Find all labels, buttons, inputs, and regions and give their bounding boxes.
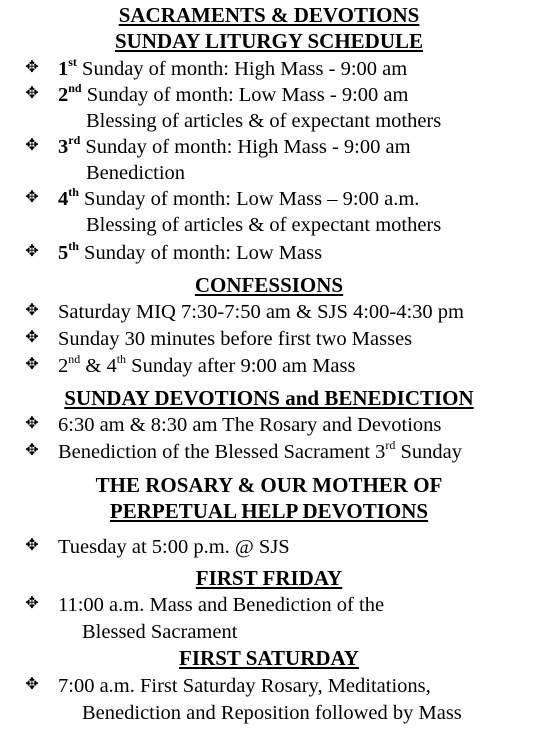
cross-bullet-icon: ✥ (25, 59, 39, 76)
heading-rosary-line-2: PERPETUAL HELP DEVOTIONS (109, 499, 429, 523)
heading-sunday-devotions: SUNDAY DEVOTIONS and BENEDICTION (64, 386, 474, 410)
ordinal: 4 (58, 188, 69, 210)
cross-bullet-icon: ✥ (25, 442, 39, 459)
devotions-text: 6:30 am & 8:30 am The Rosary and Devotions (58, 414, 442, 436)
first-saturday-continuation: Benediction and Reposition followed by Mass (82, 702, 462, 724)
confessions-text: Saturday MIQ 7:30-7:50 am & SJS 4:00-4:30 pm (58, 301, 465, 323)
heading-sacraments: SACRAMENTS & DEVOTIONS (118, 3, 420, 27)
ordinal-suffix: rd (68, 133, 81, 148)
first-friday-continuation: Blessed Sacrament (82, 621, 238, 643)
ordinal: 5 (58, 242, 69, 264)
ordinal: 3 (58, 136, 69, 158)
liturgy-text: Sunday of month: High Mass - 9:00 am (80, 136, 411, 158)
liturgy-continuation: Benediction (86, 162, 186, 184)
ordinal-suffix: th (116, 352, 127, 367)
cross-bullet-icon: ✥ (25, 595, 39, 612)
cross-bullet-icon: ✥ (25, 356, 39, 373)
ordinal-suffix: rd (385, 438, 396, 453)
liturgy-text: Sunday of month: Low Mass (78, 242, 323, 264)
rosary-text: Tuesday at 5:00 p.m. @ SJS (58, 536, 290, 558)
ordinal-suffix: nd (68, 352, 81, 367)
ordinal: 1 (58, 58, 69, 80)
liturgy-text: Sunday of month: Low Mass - 9:00 am (81, 84, 409, 106)
devotions-text: Benediction of the Blessed Sacrament 3 (58, 441, 386, 463)
ordinal-suffix: st (68, 55, 77, 70)
cross-bullet-icon: ✥ (25, 85, 39, 102)
heading-first-friday: FIRST FRIDAY (195, 566, 343, 590)
cross-bullet-icon: ✥ (25, 415, 39, 432)
confessions-text: Sunday 30 minutes before first two Masses (58, 328, 413, 350)
heading-confessions: CONFESSIONS (194, 273, 344, 297)
cross-bullet-icon: ✥ (25, 676, 39, 693)
heading-sunday-liturgy: SUNDAY LITURGY SCHEDULE (114, 29, 424, 53)
ordinal-suffix: nd (68, 81, 82, 96)
cross-bullet-icon: ✥ (25, 537, 39, 554)
ordinal-suffix: th (68, 239, 79, 254)
cross-bullet-icon: ✥ (25, 243, 39, 260)
liturgy-continuation: Blessing of articles & of expectant mothers (86, 214, 442, 236)
liturgy-text: Sunday of month: Low Mass – 9:00 a.m. (78, 188, 420, 210)
confessions-text: & 4 (80, 355, 117, 377)
ordinal: 2 (58, 84, 69, 106)
cross-bullet-icon: ✥ (25, 137, 39, 154)
liturgy-continuation: Blessing of articles & of expectant mothers (86, 110, 442, 132)
first-saturday-text: 7:00 a.m. First Saturday Rosary, Meditations, (58, 675, 431, 697)
ordinal: 2 (58, 355, 69, 377)
heading-first-saturday: FIRST SATURDAY (179, 646, 359, 670)
ordinal-suffix: th (68, 185, 79, 200)
heading-rosary-line-1: THE ROSARY & OUR MOTHER OF (95, 473, 443, 497)
confessions-text: Sunday after 9:00 am Mass (126, 355, 356, 377)
cross-bullet-icon: ✥ (25, 329, 39, 346)
liturgy-text: Sunday of month: High Mass - 9:00 am (76, 58, 408, 80)
devotions-text: Sunday (395, 441, 462, 463)
cross-bullet-icon: ✥ (25, 189, 39, 206)
first-friday-text: 11:00 a.m. Mass and Benediction of the (58, 594, 385, 616)
cross-bullet-icon: ✥ (25, 302, 39, 319)
